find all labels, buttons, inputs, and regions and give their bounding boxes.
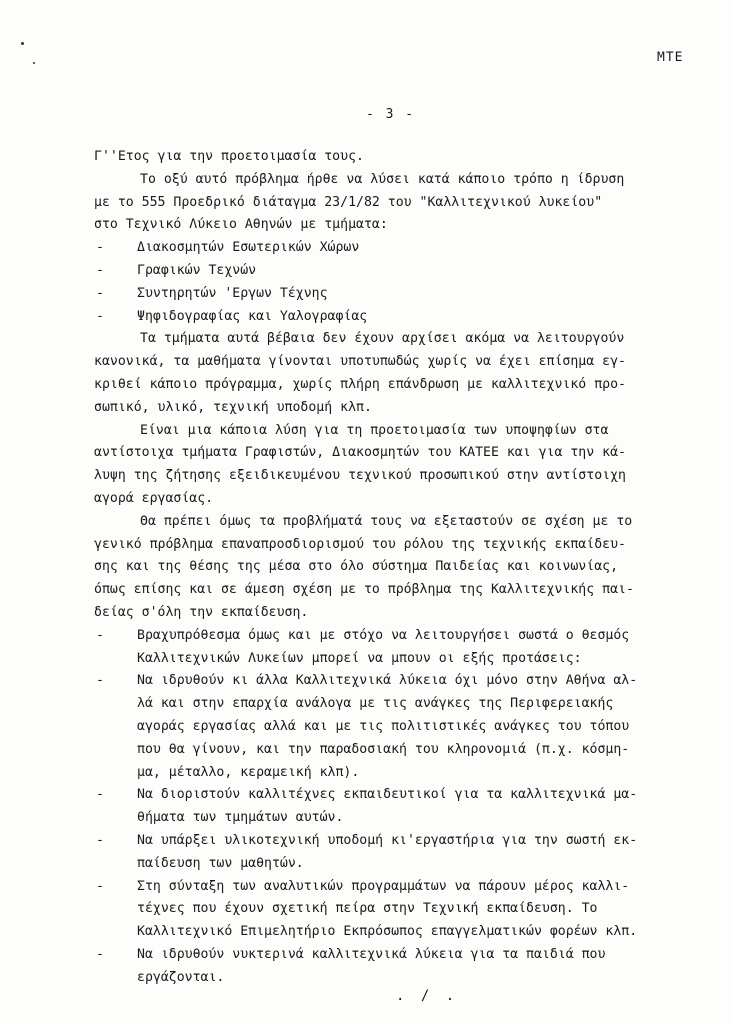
proposal-line: Να υπάρξει υλικοτεχνική υποδομή κι'εργαστήρια για την σωστή εκ- bbox=[137, 833, 638, 848]
paragraph-line: δείας σ'όλη την εκπαίδευση. bbox=[94, 605, 309, 620]
paragraph-line: αγορά εργασίας. bbox=[94, 491, 214, 506]
paragraph-line: Το οξύ αυτό πρόβλημα ήρθε να λύσει κατά κάποιο τρόπο η ίδρυση bbox=[140, 171, 625, 187]
list-dash: - bbox=[96, 947, 104, 962]
paragraph-line: σωπικό, υλικό, τεχνική υποδομή κλπ. bbox=[94, 399, 372, 415]
paragraph-line: στο Τεχνικό Λύκειο Αθηνών με τμήματα: bbox=[94, 217, 388, 233]
list-dash: - bbox=[96, 833, 104, 848]
proposal-line: Καλλιτεχνικό Επιμελητήριο Εκπρόσωπος επαγγελματικών φορέων κλπ. bbox=[137, 924, 638, 940]
scan-speck bbox=[33, 62, 35, 64]
proposal-line: που θα γίνουν, και την παραδοσιακή του κληρονομιά (π.χ. κόσμη- bbox=[137, 741, 630, 757]
proposal-line: μα, μέταλλο, κεραμεική κλπ). bbox=[137, 764, 360, 780]
proposal-line: Να ιδρυθούν νυκτερινά καλλιτεχνικά λύκεια για τα παιδιά που bbox=[137, 947, 606, 962]
paragraph-line: Θα πρέπει όμως τα προβλήματά τους να εξεταστούν σε σχέση με το bbox=[140, 513, 633, 529]
list-dash: - bbox=[96, 627, 104, 643]
list-dash: - bbox=[96, 308, 104, 324]
proposal-line: θήματα των τμημάτων αυτών. bbox=[137, 810, 344, 826]
paragraph-line: Είναι μια κάποια λύση για τη προετοιμασία των υποψηφίων στα bbox=[140, 422, 609, 438]
proposal-line: αγοράς εργασίας αλλά και με τις πολιτιστικές ανάγκες του τόπου bbox=[137, 719, 630, 734]
paragraph-line: με το 555 Προεδρικό διάταγμα 23/1/82 του "Καλλιτεχνικού λυκείου" bbox=[94, 194, 603, 210]
proposal-line: Να διοριστούν καλλιτέχνες εκπαιδευτικοί για τα καλλιτεχνικά μα- bbox=[137, 787, 638, 803]
list-dash: - bbox=[96, 787, 104, 803]
proposal-line: Να ιδρυθούν κι άλλα Καλλιτεχνικά λύκεια όχι μόνο στην Αθήνα αλ- bbox=[137, 673, 638, 689]
paragraph-line: σης και της θέσης της μέσα στο όλο σύστημα Παιδείας και κοινωνίας, bbox=[94, 559, 619, 575]
paragraph-line: λυψη της ζήτησης εξειδικευμένου τεχνικού προσωπικού στην αντίστοιχη bbox=[94, 468, 626, 484]
paragraph-line: Τα τμήματα αυτά βέβαια δεν έχουν αρχίσει ακόμα να λειτουργούν bbox=[140, 331, 625, 347]
paragraph-line: κριθεί κάποιο πρόγραμμα, χωρίς πλήρη επάνδρωση με καλλιτεχνικό προ- bbox=[94, 377, 626, 392]
proposal-line: Στη σύνταξη των αναλυτικών προγραμμάτων να πάρουν μέρος καλλι- bbox=[137, 878, 630, 894]
section-list-item: Γραφικών Τεχνών bbox=[137, 263, 257, 278]
section-list-item: Διακοσμητών Εσωτερικών Χώρων bbox=[137, 240, 360, 256]
list-dash: - bbox=[96, 878, 104, 894]
proposal-line: τέχνες που έχουν σχετική πείρα στην Τεχνική εκπαίδευση. Το bbox=[137, 901, 598, 917]
list-dash: - bbox=[96, 285, 104, 301]
document-code: ΜΤΕ bbox=[657, 50, 684, 65]
section-list-item: Συντηρητών 'Εργων Τέχνης bbox=[137, 285, 328, 301]
paragraph-line: κανονικά, τα μαθήματα γίνονται υποτυπωδώς χωρίς να έχει επίσημα εγ- bbox=[94, 354, 626, 370]
proposal-line: Βραχυπρόθεσμα όμως και με στόχο να λειτουργήσει σωστά ο θεσμός bbox=[137, 627, 630, 643]
paragraph-line: γενικό πρόβλημα επαναπροσδιορισμού του ρόλου της τεχνικής εκπαίδευ- bbox=[94, 536, 626, 552]
proposal-line: λά και στην επαρχία ανάλογα με τις ανάγκες της Περιφερειακής bbox=[137, 696, 614, 712]
page-number: - 3 - bbox=[366, 107, 416, 122]
list-dash: - bbox=[96, 240, 104, 256]
proposal-line: παίδευση των μαθητών. bbox=[137, 855, 304, 871]
section-list-item: Ψηφιδογραφίας και Υαλογραφίας bbox=[137, 308, 368, 324]
list-dash: - bbox=[96, 673, 104, 689]
paragraph-line: όπως επίσης και σε άμεση σχέση με το πρόβλημα της Καλλιτεχνικής παι- bbox=[94, 582, 634, 598]
intro-line: Γ''Ετος για την προετοιμασία τους. bbox=[94, 149, 364, 164]
scan-speck bbox=[21, 42, 24, 45]
paragraph-line: αντίστοιχα τμήματα Γραφιστών, Διακοσμητών του ΚΑΤΕΕ και για την κά- bbox=[94, 445, 626, 461]
list-dash: - bbox=[96, 263, 104, 278]
proposal-line: Καλλιτεχνικών Λυκείων μπορεί να μπουν οι εξής προτάσεις: bbox=[137, 650, 582, 666]
continuation-mark: . / . bbox=[396, 988, 459, 1004]
proposal-line: εργάζονται. bbox=[137, 969, 225, 985]
